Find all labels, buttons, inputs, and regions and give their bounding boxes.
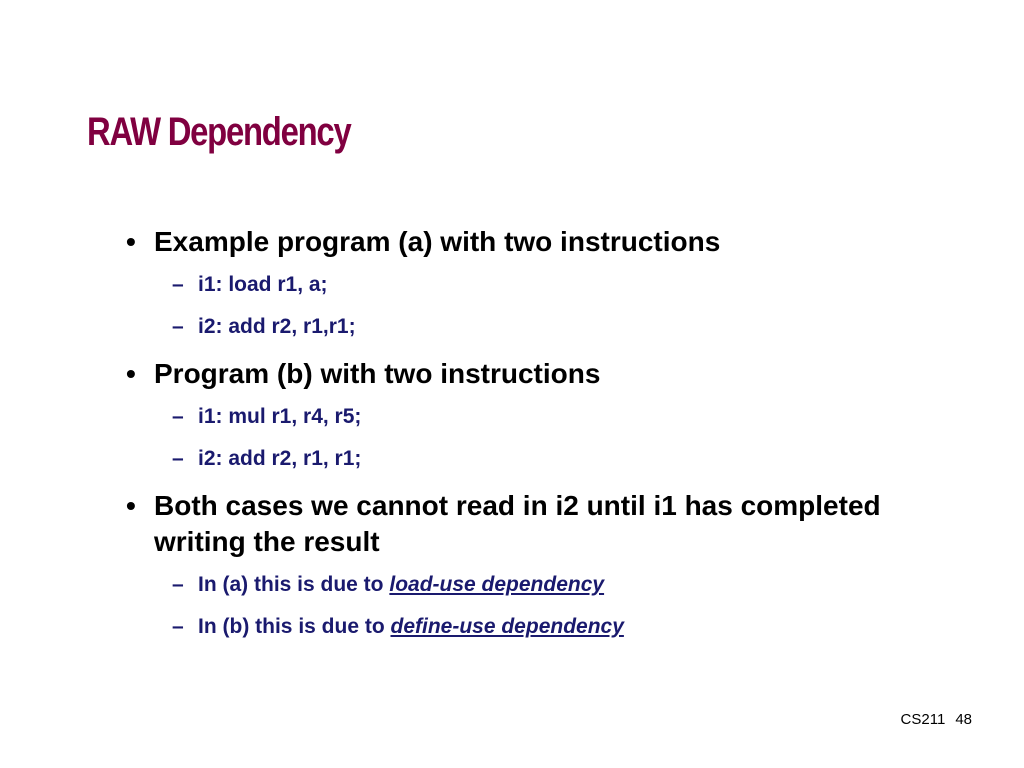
sub-bullet-text: i1: mul r1, r4, r5; <box>198 405 362 428</box>
slide-body <box>126 224 906 656</box>
sub-bullet-prefix: In (a) this is due to <box>198 573 384 596</box>
bullet-item <box>126 224 906 260</box>
key-term: load-use dependency <box>389 573 605 596</box>
bullet-text: Program (b) with two instructions <box>154 358 601 389</box>
sub-bullet-marker: – <box>172 573 184 596</box>
sub-bullet-marker: – <box>172 405 184 428</box>
bullet-marker: • <box>126 490 136 521</box>
course-code: CS211 <box>900 711 946 728</box>
sub-bullet-text: i1: load r1, a; <box>198 273 328 296</box>
bullet-text: Example program (a) with two instructions <box>154 226 721 257</box>
bullet-marker: • <box>126 358 136 389</box>
slide-footer <box>901 711 972 728</box>
sub-bullet-marker: – <box>172 447 184 470</box>
sub-bullet-item <box>126 614 906 640</box>
key-term: define-use dependency <box>390 615 624 638</box>
sub-bullet-text: i2: add r2, r1, r1; <box>198 447 362 470</box>
sub-bullet-marker: – <box>172 273 184 296</box>
sub-bullet-marker: – <box>172 315 184 338</box>
sub-bullet-item <box>126 572 906 598</box>
bullet-text: Both cases we cannot read in i2 until i1 has completed writing the result <box>154 490 881 557</box>
bullet-item <box>126 488 906 560</box>
bullet-item <box>126 356 906 392</box>
sub-bullet-item <box>126 446 906 472</box>
page-number: 48 <box>955 711 972 728</box>
bullet-marker: • <box>126 226 136 257</box>
sub-bullet-item <box>126 272 906 298</box>
sub-bullet-item <box>126 404 906 430</box>
sub-bullet-marker: – <box>172 615 184 638</box>
sub-bullet-prefix: In (b) this is due to <box>198 615 385 638</box>
slide-title: RAW Dependency <box>87 110 351 154</box>
sub-bullet-text: i2: add r2, r1,r1; <box>198 315 356 338</box>
sub-bullet-item <box>126 314 906 340</box>
